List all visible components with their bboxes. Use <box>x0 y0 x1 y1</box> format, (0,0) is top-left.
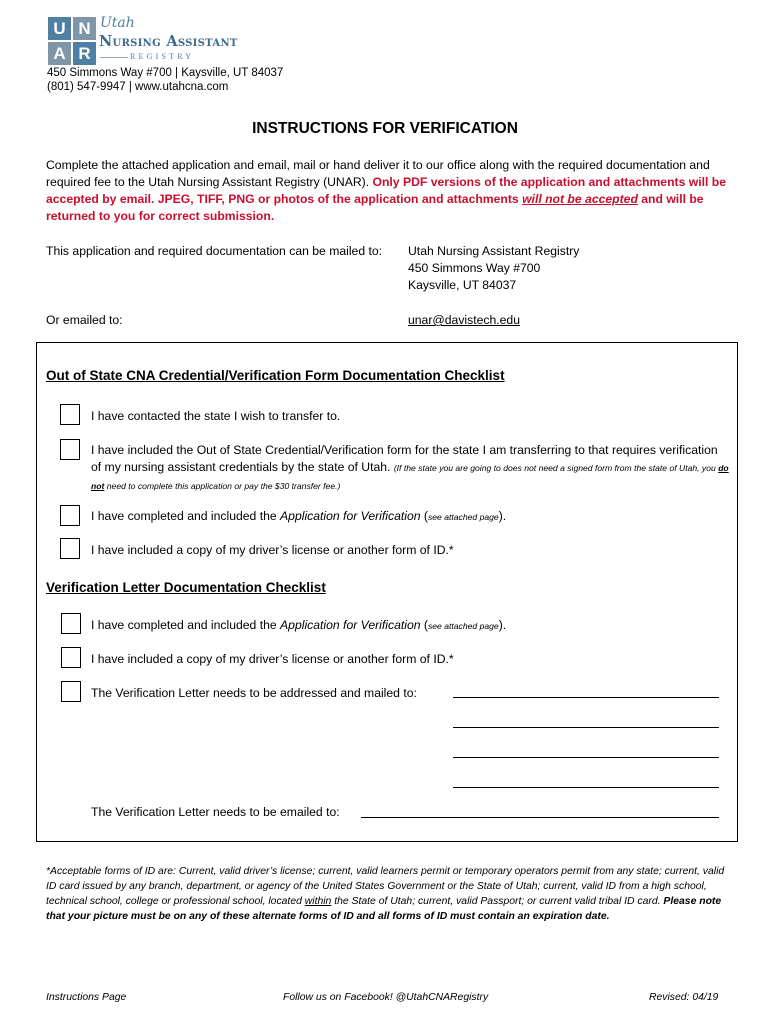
item-application-1-note: see attached page <box>427 512 499 522</box>
intro-warning: Only PDF versions of the application and attachments will be accepted by email. JPEG, TIFF, PNG or photos of the application and attachments <box>46 175 727 206</box>
logo-name: Nursing Assistant <box>99 33 238 50</box>
checkbox-mail-letter[interactable] <box>61 681 81 702</box>
item-application-1-paren-close: ). <box>498 509 507 523</box>
mail-address-line-field-2[interactable] <box>453 727 719 728</box>
item-mail-letter: The Verification Letter needs to be addressed and mailed to: <box>91 686 417 700</box>
mail-address-line-field-1[interactable] <box>453 697 719 698</box>
checkbox-contacted-state[interactable] <box>60 404 80 425</box>
item-application-1-title: Application for Verification <box>280 509 421 523</box>
item-included-form-note: (If the state you are going to does not need a signed form from the state of Utah, you <box>393 463 719 473</box>
email-label: Or emailed to: <box>46 313 123 327</box>
checkbox-id-copy-2[interactable] <box>61 647 81 668</box>
checkbox-id-copy-1[interactable] <box>60 538 80 559</box>
id-forms-note-bold: Please note that your picture must be on any of these alternate forms of ID and all forms of ID must contain an expiration date. <box>46 896 722 922</box>
item-application-2 <box>91 617 731 635</box>
logo-state: Utah <box>100 15 135 31</box>
intro-paragraph <box>46 157 726 225</box>
intro-warning-end: and will be returned to you for correct submission. <box>46 192 704 223</box>
page-title: INSTRUCTIONS FOR VERIFICATION <box>252 120 518 137</box>
item-application-2-text: I have completed and included the <box>91 618 281 632</box>
checkbox-included-form[interactable] <box>60 439 80 460</box>
section-out-of-state-heading: Out of State CNA Credential/Verification Form Documentation Checklist <box>46 368 505 383</box>
item-application-1-text: I have completed and included the <box>91 509 281 523</box>
item-included-form-note-emphasis: do not <box>91 463 729 491</box>
footer-center: Follow us on Facebook! @UtahCNARegistry <box>283 992 489 1003</box>
id-forms-note <box>46 864 736 924</box>
footer-left: Instructions Page <box>46 992 127 1003</box>
logo <box>48 17 96 65</box>
item-application-2-paren-open: ( <box>420 618 428 632</box>
contact-address: 450 Simmons Way #700 | Kaysville, UT 84037 <box>47 67 284 79</box>
checkbox-application-2[interactable] <box>61 613 81 634</box>
mail-address-line-3: Kaysville, UT 84037 <box>408 278 517 292</box>
item-included-form <box>91 442 731 495</box>
item-included-form-note-end: need to complete this application or pay the $30 transfer fee.) <box>104 481 341 491</box>
logo-registry: REGISTRY <box>130 52 195 61</box>
mail-address-line-2: 450 Simmons Way #700 <box>408 261 541 275</box>
id-forms-note-text: *Acceptable forms of ID are: Current, valid driver’s license; current, valid learners permit or temporary operators permit from any state; current, valid ID card issued by any branch, department, or agency of the United States Government or the State of Utah; current, valid ID from a high school, technical school, college or professional school, located <box>46 866 725 907</box>
email-letter-label: The Verification Letter needs to be emailed to: <box>91 805 340 819</box>
intro-text: Complete the attached application and email, mail or hand deliver it to our office along with the required documentation and required fee to the Utah Nursing Assistant Registry (UNAR). <box>46 158 710 189</box>
item-id-copy-1: I have included a copy of my driver’s license or another form of ID.* <box>91 543 454 557</box>
item-contacted-state: I have contacted the state I wish to transfer to. <box>91 409 341 423</box>
contact-phone-web: (801) 547-9947 | www.utahcna.com <box>47 81 229 93</box>
item-application-1 <box>91 508 731 526</box>
email-letter-line-field[interactable] <box>361 817 719 818</box>
mail-address-line-field-3[interactable] <box>453 757 719 758</box>
item-application-1-paren-open: ( <box>420 509 428 523</box>
id-forms-note-within: within <box>304 896 332 907</box>
id-forms-note-text-2: the State of Utah; current, valid Passport; or current valid tribal ID card. <box>331 896 664 907</box>
item-id-copy-2: I have included a copy of my driver’s license or another form of ID.* <box>91 652 454 666</box>
item-included-form-text: I have included the Out of State Credential/Verification form for the state I am transferring to that requires verification of my nursing assistant credentials by the state of Utah. <box>91 443 718 474</box>
item-application-2-paren-close: ). <box>498 618 507 632</box>
section-verification-letter-heading: Verification Letter Documentation Checklist <box>46 580 326 595</box>
mail-address-line-field-4[interactable] <box>453 787 719 788</box>
email-address-link[interactable]: unar@davistech.edu <box>408 313 520 327</box>
footer-right: Revised: 04/19 <box>649 992 719 1003</box>
logo-tile-a: A <box>48 42 71 65</box>
mail-label: This application and required documentation can be mailed to: <box>46 244 383 258</box>
item-application-2-note: see attached page <box>427 621 499 631</box>
item-application-2-title: Application for Verification <box>280 618 421 632</box>
logo-tile-u: U <box>48 17 71 40</box>
checkbox-application-1[interactable] <box>60 505 80 526</box>
logo-divider <box>100 57 128 58</box>
mail-address-line-1: Utah Nursing Assistant Registry <box>408 244 580 258</box>
logo-tile-n: N <box>73 17 96 40</box>
intro-warning-emphasis: will not be accepted <box>522 192 638 206</box>
logo-tile-r: R <box>73 42 96 65</box>
